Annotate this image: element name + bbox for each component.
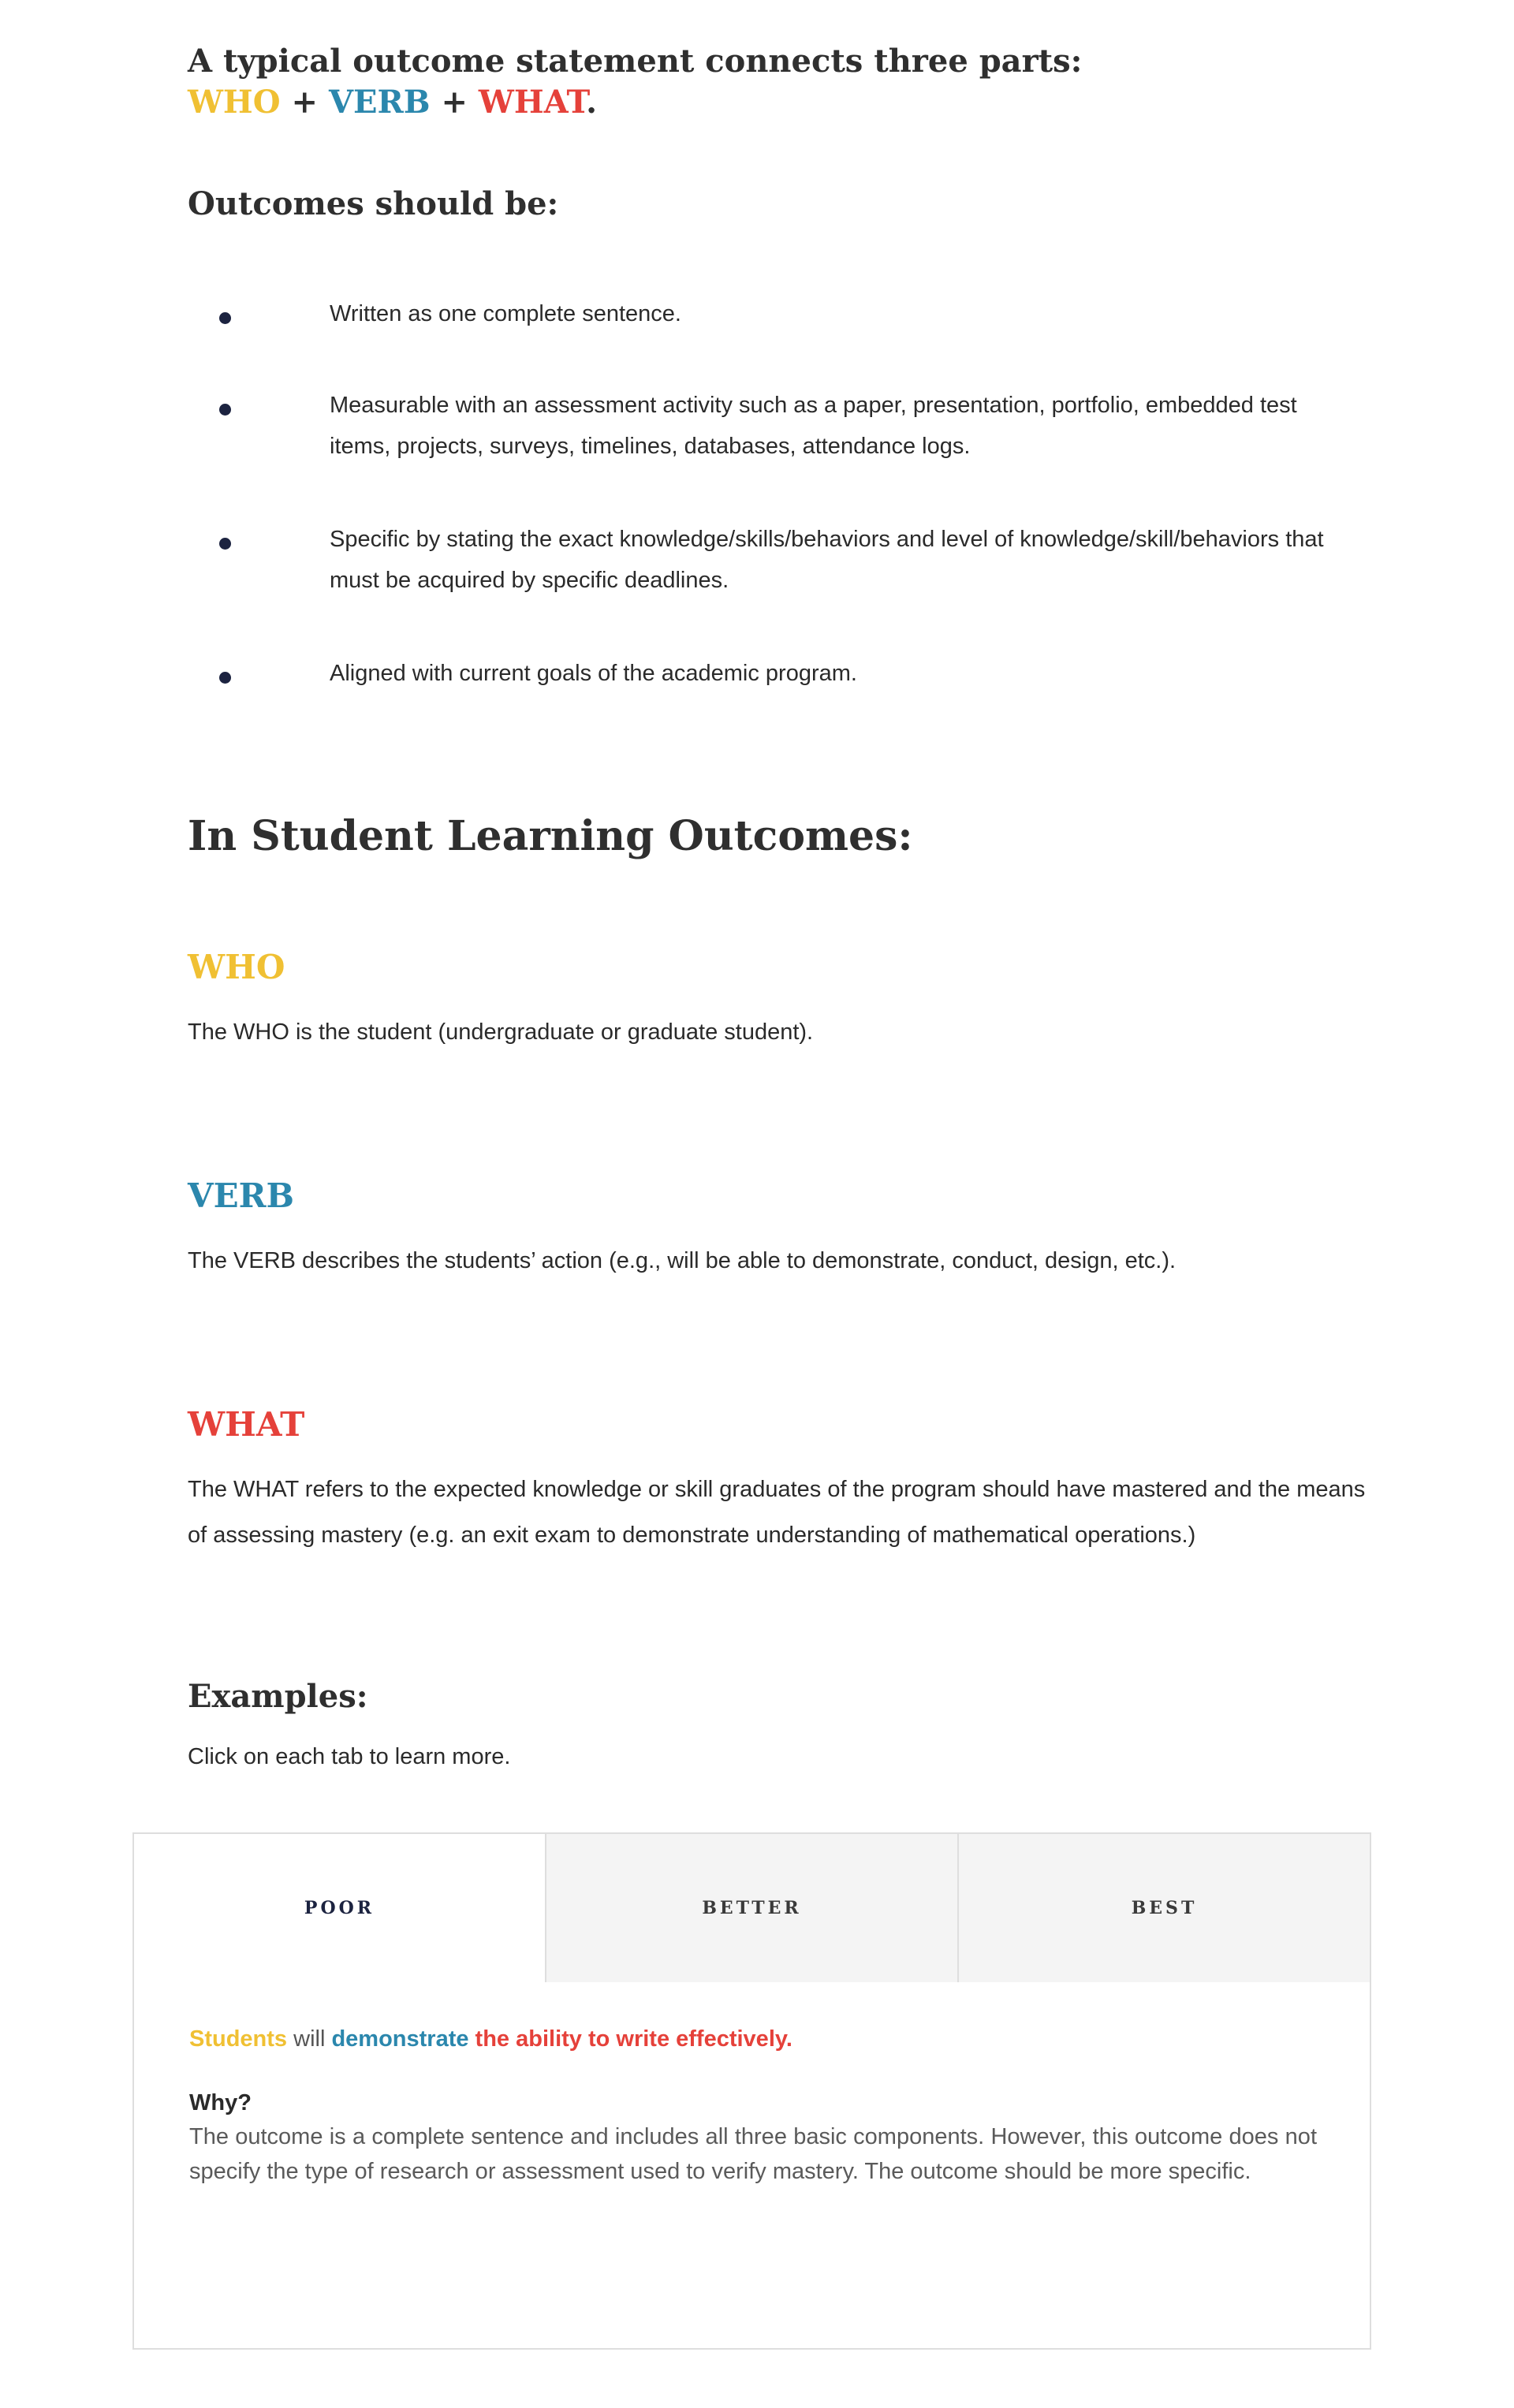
intro-what-label: WHAT — [478, 84, 587, 121]
tab-poor[interactable]: POOR — [134, 1834, 545, 1982]
outcomes-should-heading: Outcomes should be: — [188, 185, 559, 222]
examples-subtitle: Click on each tab to learn more. — [188, 1744, 511, 1769]
intro-plus-1: + — [280, 84, 329, 121]
intro-period: . — [586, 84, 597, 121]
slo-heading: In Student Learning Outcomes: — [188, 812, 913, 860]
tab-panel-poor — [189, 2023, 1317, 2189]
list-item-text: Written as one complete sentence. — [330, 301, 681, 326]
examples-tabs — [132, 1832, 1371, 2350]
intro-plus-2: + — [430, 84, 479, 121]
example-who: Students — [189, 2026, 288, 2052]
verb-heading: VERB — [188, 1176, 295, 1215]
example-outcome — [189, 2023, 1317, 2055]
bullet-icon — [219, 538, 231, 550]
examples-heading: Examples: — [188, 1678, 368, 1715]
intro-who-label: WHO — [188, 84, 281, 121]
intro-heading-text: A typical outcome statement connects three parts: — [188, 43, 1083, 80]
who-heading: WHO — [188, 948, 285, 986]
example-will: will — [287, 2026, 332, 2052]
tab-better[interactable]: BETTER — [545, 1834, 957, 1982]
intro-verb-label: VERB — [328, 84, 431, 121]
list-item-text: Aligned with current goals of the academic program. — [330, 661, 857, 686]
bullet-icon — [219, 312, 231, 324]
what-heading: WHAT — [188, 1405, 305, 1444]
bullet-icon — [219, 672, 231, 684]
why-label: Why? — [189, 2090, 252, 2115]
who-description: The WHO is the student (undergraduate or graduate student). — [188, 1019, 814, 1045]
bullet-icon — [219, 404, 231, 416]
intro-heading — [188, 41, 1082, 123]
example-verb: demonstrate — [331, 2026, 469, 2052]
list-item-text: Measurable with an assessment activity such as a paper, presentation, portfolio, embedded test items, projects, surveys, timelines, databases, attendance logs. — [330, 393, 1297, 459]
tab-bar — [134, 1834, 1370, 1982]
list-item-text: Specific by stating the exact knowledge/skills/behaviors and level of knowledge/skill/behaviors that must be acquired by specific deadlines. — [330, 527, 1324, 593]
verb-description: The VERB describes the students’ action (e.g., will be able to demonstrate, conduct, design, etc.). — [188, 1248, 1177, 1273]
tab-best[interactable]: BEST — [957, 1834, 1370, 1982]
what-description: The WHAT refers to the expected knowledge or skill graduates of the program should have mastered and the means of assessing mastery (e.g. an exit exam to demonstrate understanding of mathematical operations.) — [188, 1477, 1366, 1548]
why-explanation: The outcome is a complete sentence and includes all three basic components. However, this outcome does not specify the type of research or assessment used to verify mastery. The outcome should be more specific. — [189, 2124, 1317, 2184]
example-what: the ability to write effectively. — [468, 2026, 792, 2052]
